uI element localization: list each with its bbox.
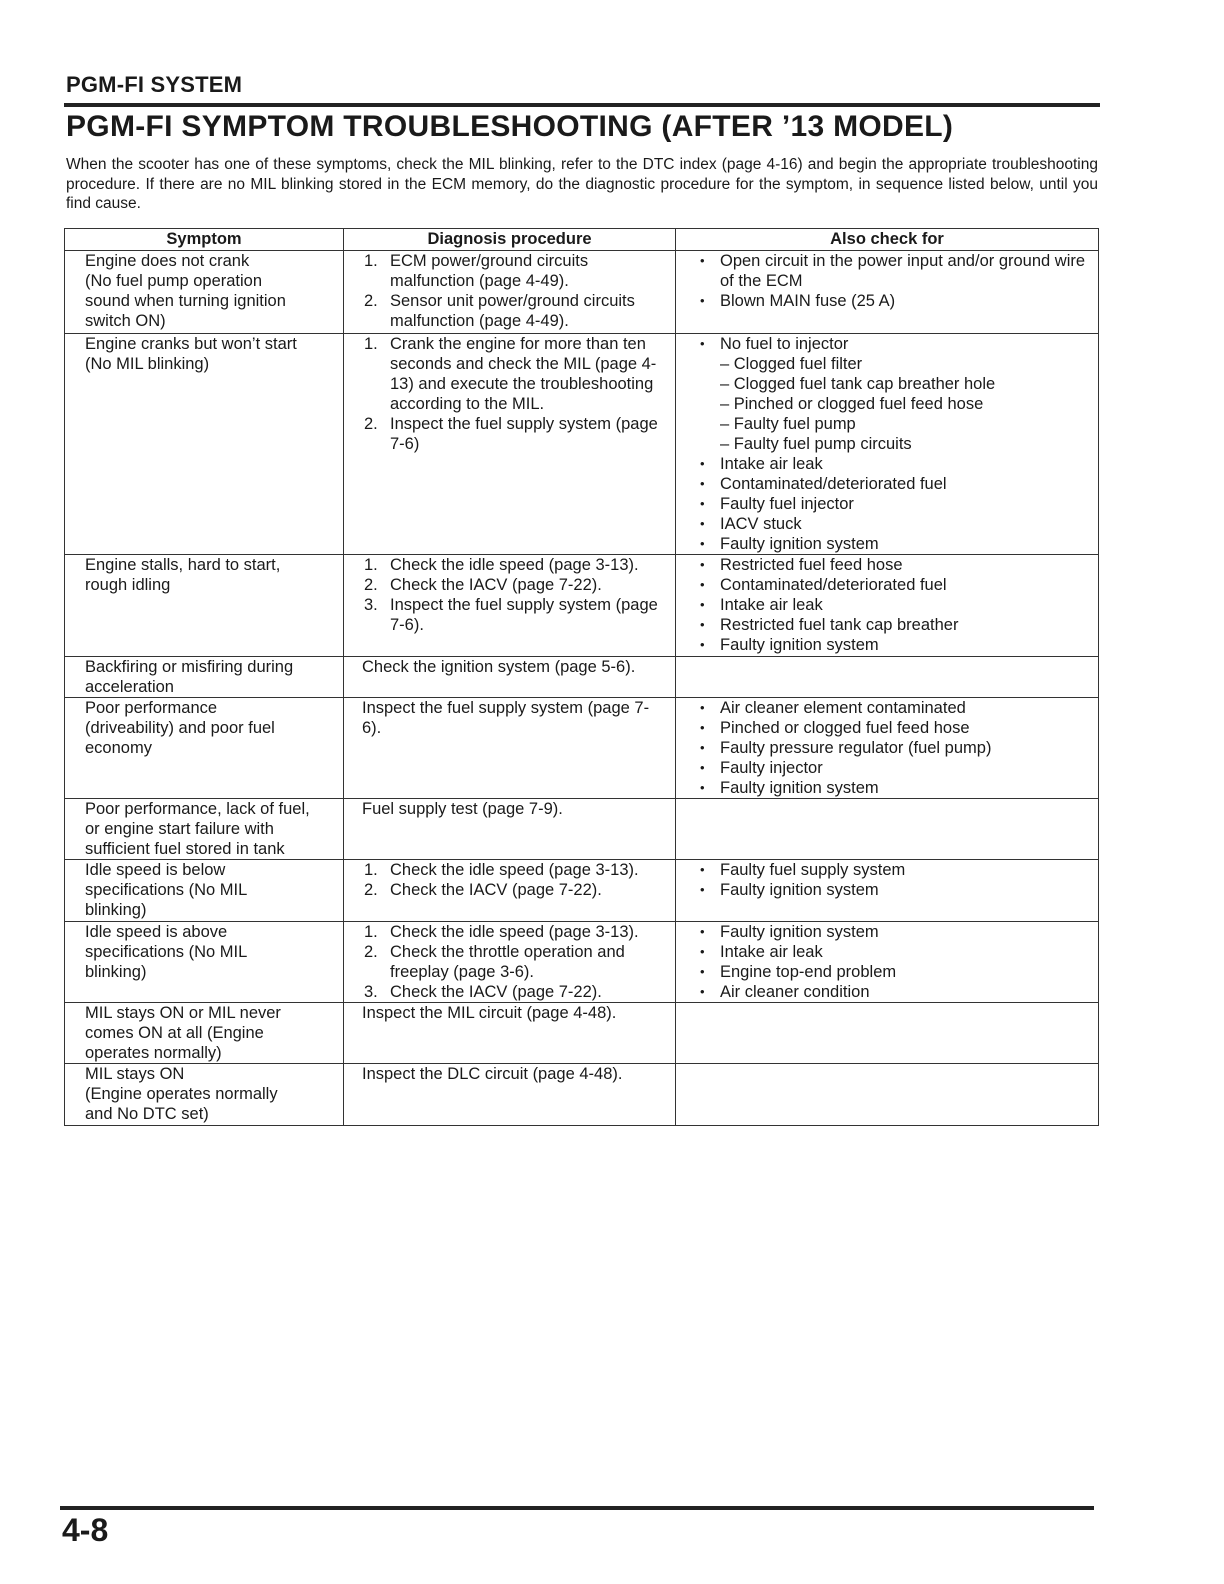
symptom-cell xyxy=(65,251,344,334)
diagnosis-text: Inspect the MIL circuit (page 4-48). xyxy=(362,1004,617,1022)
symptom-cell xyxy=(65,799,344,860)
diagnosis-steps xyxy=(364,251,667,331)
step-number: 1. xyxy=(364,335,378,353)
also-check-cell xyxy=(676,334,1099,555)
table-row xyxy=(65,657,1099,698)
symptom-text: Engine does not crank (No fuel pump operation sound when turning ignition switch ON) xyxy=(85,252,286,330)
check-text: Faulty injector xyxy=(720,759,823,777)
diagnosis-step xyxy=(364,291,667,331)
table-row xyxy=(65,860,1099,922)
check-subitem: – Pinched or clogged fuel feed hose xyxy=(720,395,984,413)
step-text: Check the idle speed (page 3-13). xyxy=(390,861,639,879)
page-title: PGM-FI SYMPTOM TROUBLESHOOTING (AFTER ’13 MODEL) xyxy=(66,110,954,143)
also-check-cell xyxy=(676,799,1099,860)
symptom-text: MIL stays ON (Engine operates normally and No DTC set) xyxy=(85,1065,278,1123)
table-row xyxy=(65,698,1099,799)
check-item xyxy=(698,454,1090,474)
diagnosis-cell xyxy=(344,251,676,334)
step-text: Check the IACV (page 7-22). xyxy=(390,983,602,1001)
diagnosis-step xyxy=(364,942,667,982)
check-text: Air cleaner element contaminated xyxy=(720,699,966,717)
symptom-text: Poor performance, lack of fuel, or engine start failure with sufficient fuel stored in tank xyxy=(85,800,310,858)
check-text: Restricted fuel feed hose xyxy=(720,556,903,574)
diagnosis-cell xyxy=(344,657,676,698)
check-text: IACV stuck xyxy=(720,515,802,533)
check-item xyxy=(698,555,1090,575)
diagnosis-cell xyxy=(344,698,676,799)
header-also-check: Also check for xyxy=(676,229,1099,251)
check-item xyxy=(698,942,1090,962)
also-check-cell xyxy=(676,555,1099,657)
check-text: Faulty fuel injector xyxy=(720,495,854,513)
diagnosis-text: Check the ignition system (page 5-6). xyxy=(362,658,636,676)
check-subitem: – Clogged fuel filter xyxy=(720,355,863,373)
also-check-cell xyxy=(676,1064,1099,1126)
check-item xyxy=(698,982,1090,1002)
diagnosis-cell xyxy=(344,555,676,657)
check-item xyxy=(698,738,1090,758)
table-row xyxy=(65,1003,1099,1064)
check-list xyxy=(698,698,1090,798)
check-text: Engine top-end problem xyxy=(720,963,897,981)
step-number: 2. xyxy=(364,415,378,433)
diagnosis-steps xyxy=(364,334,667,454)
step-number: 1. xyxy=(364,556,378,574)
also-check-cell xyxy=(676,922,1099,1003)
diagnosis-step xyxy=(364,334,667,414)
check-text: Open circuit in the power input and/or ground wire of the ECM xyxy=(720,252,1086,290)
step-number: 2. xyxy=(364,881,378,899)
check-text: Air cleaner condition xyxy=(720,983,870,1001)
table-row xyxy=(65,1064,1099,1126)
diagnosis-step xyxy=(364,880,667,900)
symptom-text: Backfiring or misfiring during acceleration xyxy=(85,658,294,696)
step-text: Crank the engine for more than ten seconds and check the MIL (page 4-13) and execute the troubleshooting according to the MIL. xyxy=(390,335,657,413)
symptom-text: Engine stalls, hard to start, rough idling xyxy=(85,556,281,594)
check-item xyxy=(698,595,1090,615)
diagnosis-step xyxy=(364,922,667,942)
check-list xyxy=(698,922,1090,1002)
diagnosis-cell xyxy=(344,860,676,922)
check-text: Intake air leak xyxy=(720,943,823,961)
symptom-cell xyxy=(65,698,344,799)
step-number: 1. xyxy=(364,252,378,270)
check-item xyxy=(698,291,1090,311)
section-title: PGM-FI SYSTEM xyxy=(66,72,243,97)
check-item xyxy=(698,778,1090,798)
diagnosis-text: Fuel supply test (page 7-9). xyxy=(362,800,563,818)
table-body xyxy=(65,251,1099,1126)
check-text: Faulty ignition system xyxy=(720,535,879,553)
step-number: 1. xyxy=(364,861,378,879)
check-text: Pinched or clogged fuel feed hose xyxy=(720,719,970,737)
check-text: Intake air leak xyxy=(720,455,823,473)
symptom-cell xyxy=(65,1064,344,1126)
step-text: ECM power/ground circuits malfunction (page 4-49). xyxy=(390,252,589,290)
check-text: Faulty ignition system xyxy=(720,881,879,899)
also-check-cell xyxy=(676,657,1099,698)
symptom-text: MIL stays ON or MIL never comes ON at all (Engine operates normally) xyxy=(85,1004,281,1062)
symptom-cell xyxy=(65,657,344,698)
step-text: Sensor unit power/ground circuits malfunction (page 4-49). xyxy=(390,292,635,330)
check-text: Contaminated/deteriorated fuel xyxy=(720,475,947,493)
check-item xyxy=(698,534,1090,554)
symptom-cell xyxy=(65,334,344,555)
check-text: Faulty ignition system xyxy=(720,779,879,797)
diagnosis-step xyxy=(364,414,667,454)
check-item xyxy=(698,758,1090,778)
also-check-cell xyxy=(676,251,1099,334)
step-number: 2. xyxy=(364,576,378,594)
check-list xyxy=(698,251,1090,311)
symptom-text: Engine cranks but won’t start (No MIL blinking) xyxy=(85,335,297,373)
diagnosis-text: Inspect the DLC circuit (page 4-48). xyxy=(362,1065,623,1083)
check-text: Faulty pressure regulator (fuel pump) xyxy=(720,739,992,757)
check-item xyxy=(698,698,1090,718)
step-text: Check the idle speed (page 3-13). xyxy=(390,923,639,941)
step-number: 2. xyxy=(364,943,378,961)
diagnosis-step xyxy=(364,982,667,1002)
check-text: Faulty ignition system xyxy=(720,636,879,654)
troubleshooting-table xyxy=(64,228,1099,1126)
diagnosis-step xyxy=(364,595,667,635)
intro-paragraph: When the scooter has one of these symptoms, check the MIL blinking, refer to the DTC index (page 4-16) and begin the appropriate troubleshooting procedure. If there are no MIL blinking stored in the ECM memory, do the diagnostic procedure for the symptom, in sequence listed below, until you find cause. xyxy=(66,156,1098,212)
diagnosis-step xyxy=(364,575,667,595)
also-check-cell xyxy=(676,1003,1099,1064)
check-item xyxy=(698,514,1090,534)
check-text: Restricted fuel tank cap breather xyxy=(720,616,959,634)
check-item xyxy=(698,251,1090,291)
diagnosis-steps xyxy=(364,922,667,1002)
diagnosis-steps xyxy=(364,860,667,900)
check-subitem: – Faulty fuel pump xyxy=(720,415,856,433)
check-text: Contaminated/deteriorated fuel xyxy=(720,576,947,594)
diagnosis-cell xyxy=(344,1064,676,1126)
step-number: 3. xyxy=(364,983,378,1001)
check-list xyxy=(698,555,1090,655)
step-number: 3. xyxy=(364,596,378,614)
check-item xyxy=(698,922,1090,942)
diagnosis-cell xyxy=(344,1003,676,1064)
check-item xyxy=(698,494,1090,514)
diagnosis-steps xyxy=(364,555,667,635)
footer-rule xyxy=(60,1506,1094,1510)
also-check-cell xyxy=(676,860,1099,922)
step-text: Check the idle speed (page 3-13). xyxy=(390,556,639,574)
check-subitems xyxy=(720,354,1090,454)
step-text: Check the IACV (page 7-22). xyxy=(390,576,602,594)
diagnosis-text: Inspect the fuel supply system (page 7-6). xyxy=(362,699,650,737)
diagnosis-step xyxy=(364,555,667,575)
table-row xyxy=(65,334,1099,555)
table-row xyxy=(65,251,1099,334)
symptom-cell xyxy=(65,922,344,1003)
check-item xyxy=(698,615,1090,635)
header-symptom: Symptom xyxy=(65,229,344,251)
symptom-text: Poor performance (driveability) and poor fuel economy xyxy=(85,699,275,757)
check-text: No fuel to injector xyxy=(720,335,849,353)
symptom-cell xyxy=(65,860,344,922)
diagnosis-step xyxy=(364,860,667,880)
table-row xyxy=(65,922,1099,1003)
check-item xyxy=(698,474,1090,494)
check-item xyxy=(698,962,1090,982)
header-rule xyxy=(64,103,1100,107)
symptom-cell xyxy=(65,555,344,657)
check-item xyxy=(698,334,1090,454)
diagnosis-cell xyxy=(344,334,676,555)
check-item xyxy=(698,860,1090,880)
table-row xyxy=(65,555,1099,657)
check-list xyxy=(698,860,1090,900)
check-item xyxy=(698,575,1090,595)
step-number: 1. xyxy=(364,923,378,941)
check-item xyxy=(698,635,1090,655)
check-text: Faulty fuel supply system xyxy=(720,861,906,879)
symptom-cell xyxy=(65,1003,344,1064)
table-row xyxy=(65,799,1099,860)
step-text: Inspect the fuel supply system (page 7-6) xyxy=(390,415,658,453)
diagnosis-cell xyxy=(344,922,676,1003)
check-text: Faulty ignition system xyxy=(720,923,879,941)
step-text: Check the IACV (page 7-22). xyxy=(390,881,602,899)
check-subitem: – Faulty fuel pump circuits xyxy=(720,435,912,453)
symptom-text: Idle speed is below specifications (No MIL blinking) xyxy=(85,861,248,919)
step-text: Inspect the fuel supply system (page 7-6). xyxy=(390,596,658,634)
check-list xyxy=(698,334,1090,554)
symptom-text: Idle speed is above specifications (No MIL blinking) xyxy=(85,923,248,981)
header-diagnosis: Diagnosis procedure xyxy=(344,229,676,251)
check-item xyxy=(698,718,1090,738)
step-number: 2. xyxy=(364,292,378,310)
diagnosis-cell xyxy=(344,799,676,860)
diagnosis-step xyxy=(364,251,667,291)
step-text: Check the throttle operation and freeplay (page 3-6). xyxy=(390,943,625,981)
page-number: 4-8 xyxy=(62,1512,109,1548)
check-item xyxy=(698,880,1090,900)
also-check-cell xyxy=(676,698,1099,799)
check-text: Intake air leak xyxy=(720,596,823,614)
table-header-row xyxy=(65,229,1099,251)
check-subitem: – Clogged fuel tank cap breather hole xyxy=(720,375,996,393)
check-text: Blown MAIN fuse (25 A) xyxy=(720,292,896,310)
